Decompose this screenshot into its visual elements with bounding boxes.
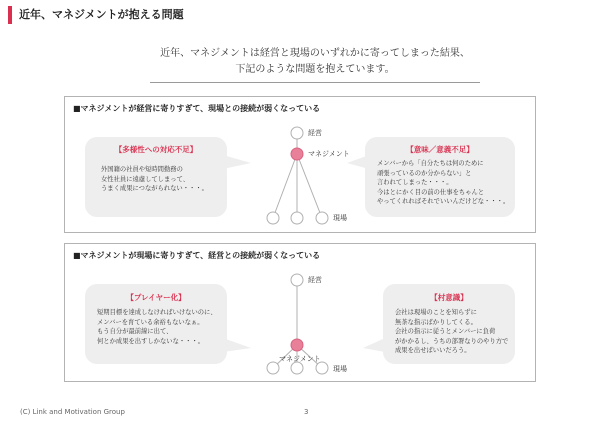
bubble-title: 【村意識】 bbox=[430, 293, 468, 302]
node-label-manager: マネジメント bbox=[308, 150, 350, 158]
bubble-line: 言われてしまった・・・。 bbox=[377, 179, 453, 186]
node-label-executive: 経営 bbox=[308, 276, 322, 284]
node-label-field: 現場 bbox=[333, 214, 347, 222]
intro-line-2: 下記のような問題を抱えています。 bbox=[235, 64, 395, 75]
speech-bubble-left bbox=[85, 284, 227, 364]
field-node bbox=[267, 362, 279, 374]
manager-node bbox=[291, 148, 303, 160]
bubble-line: 何とか成果を出すしかないな・・・。 bbox=[97, 337, 205, 345]
executive-node bbox=[291, 274, 303, 286]
bubble-line: もう自分が最前線に出て、 bbox=[97, 328, 173, 335]
bubble-line: 会社は現場のことを知らずに bbox=[395, 309, 477, 316]
bubble-title: 【多様性への対応不足】 bbox=[114, 145, 198, 154]
bubble-text bbox=[97, 308, 217, 346]
bubble-line: がかかるし、うちの部署なりのやり方で bbox=[395, 337, 509, 345]
panel-title: ■マネジメントが現場に寄りすぎて、経営との接続が弱くなっている bbox=[73, 251, 321, 260]
copyright: (C) Link and Motivation Group bbox=[20, 408, 125, 416]
speech-bubble-left bbox=[85, 137, 227, 217]
bubble-line: 成果を出せばいいだろう。 bbox=[395, 347, 471, 354]
field-node bbox=[316, 212, 328, 224]
node-label-manager: マネジメント bbox=[279, 355, 321, 363]
bubble-text bbox=[395, 308, 508, 356]
bubble-line: 外国籍の社員や短時間勤務の bbox=[101, 166, 183, 173]
bubble-line: メンバーを育ている余裕もないなぁ。 bbox=[97, 318, 204, 326]
bubble-line: メンバーから「自分たちは何のために bbox=[377, 160, 484, 167]
connector-manager-field-right bbox=[297, 154, 322, 218]
speech-bubble-right bbox=[383, 284, 515, 364]
executive-node bbox=[291, 127, 303, 139]
bubble-tail bbox=[223, 153, 253, 173]
node-label-field: 現場 bbox=[333, 365, 347, 373]
bubble-title: 【プレイヤー化】 bbox=[126, 293, 186, 302]
bubble-tail bbox=[223, 336, 253, 356]
node-label-executive: 経営 bbox=[308, 129, 322, 137]
bubble-line: うまく成果につながられない・・・。 bbox=[101, 185, 208, 192]
page-title: 近年、マネジメントが抱える問題 bbox=[8, 6, 184, 24]
bubble-text bbox=[101, 165, 208, 194]
bubble-line: 頑張っているのか分からない」と bbox=[377, 169, 472, 177]
connector-manager-field-left bbox=[273, 154, 297, 218]
manager-node bbox=[291, 339, 303, 351]
bubble-text bbox=[377, 159, 509, 207]
intro-text bbox=[150, 46, 480, 78]
bubble-tail bbox=[345, 153, 369, 173]
bubble-line: 今はとにかく目の前の仕事をちゃんと bbox=[377, 188, 485, 196]
field-node bbox=[291, 212, 303, 224]
panel-title: ■マネジメントが経営に寄りすぎて、現場との接続が弱くなっている bbox=[73, 104, 321, 113]
bubble-line: 女性社員に遠慮してしまって、 bbox=[101, 175, 190, 183]
bubble-line: 無茶な指示ばかりしてくる。 bbox=[395, 318, 477, 326]
bubble-line: 短期目標を達成しなければいけないのに、 bbox=[97, 309, 217, 316]
intro-divider bbox=[150, 82, 480, 83]
bubble-line: やってくれればそれでいいんだけどな・・・。 bbox=[377, 198, 510, 205]
page-number: 3 bbox=[304, 408, 309, 416]
panel-management-leaning-to-field bbox=[64, 243, 536, 382]
bubble-line: 会社の指示に従うとメンバーに負荷 bbox=[395, 328, 496, 335]
bubble-title: 【意味／意義不足】 bbox=[406, 145, 474, 154]
field-node bbox=[267, 212, 279, 224]
speech-bubble-right bbox=[365, 137, 515, 217]
panel-management-leaning-to-executive bbox=[64, 96, 536, 233]
intro-line-1: 近年、マネジメントは経営と現場のいずれかに寄ってしまった結果、 bbox=[160, 48, 470, 59]
bubble-tail bbox=[361, 336, 385, 356]
